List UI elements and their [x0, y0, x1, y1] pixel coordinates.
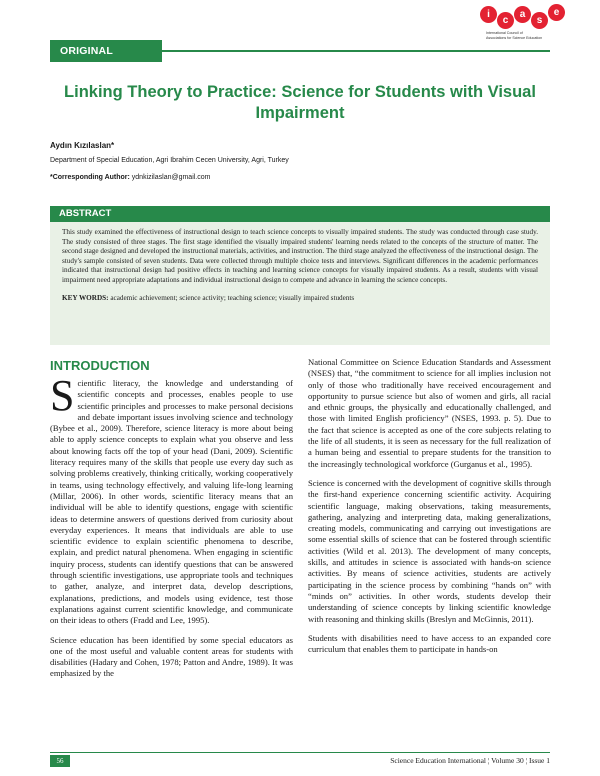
introduction-heading: INTRODUCTION — [50, 358, 150, 373]
paragraph-text: cientific literacy, the knowledge and understanding of scientific concepts and processes, enables people to use scientific principles and processes to make personal decisions and debate important issues involving science and technology (Bybee et al., 2009). Therefore, science literacy is more about being able to apply science concepts to explain what you observe and less about knowing facts off the top of your head (Dani, 2009). Scientific literacy requires many of the skills that people use every day such as solving problems creatively, thinking critically, working cooperatively in teams, using technology effectively, and valuing life-long learning (Millar, 2006). In other words, scientific literacy means that an individual will be able to identify questions, engage with scientific ideas to determine answers of questions derived from curiosity about everyday experiences. It means that individuals are able to use scientific evidence to explain scientific phenomena to describe, explain, and predict natural phenomena. When engaging in scientific inquiry process, students can identify questions that can be answered through scientific investigations, use appropriate tools and techniques to gather, analyze, and interpret data, develop descriptions, explanations, predictions, and models using evidence, test those explanations against current scientific knowledge, and communicate on their ideas to others (Fradd and Lee, 1995). — [50, 378, 293, 626]
left-column — [50, 357, 293, 688]
corresponding-author — [50, 174, 210, 181]
keywords — [50, 286, 550, 304]
article-type-bar — [50, 40, 550, 79]
keywords-label: KEY WORDS: — [62, 293, 109, 302]
body-paragraph: Students with disabilities need to have access to an expanded core curriculum that enables them to participate in hands-on — [308, 632, 551, 655]
body-paragraph: Science is concerned with the development of cognitive skills through the first-hand experience concerning scientific activity. Acquiring scientific language, making observations, taking measurements, gathering, analyzing and interpreting data, making generalizations, creating models, communicating and carrying out investigations are some essential skills of science that can be fostered through scientific activities (Wild et al. 2013). The development of many concepts, skills, and attitudes in science is associated with hands-on science activities. By means of science activities, students are actively participating in the science process by combining “hands on” with “minds on” activities. In other words, students develop their understanding of science concepts by linking scientific knowledge with reasoning and thinking skills (Breslyn and McGinnis, 2011). — [308, 477, 551, 624]
logo-letter: i — [480, 6, 497, 23]
footer-rule — [50, 752, 550, 753]
logo-letter: a — [514, 6, 531, 23]
body-paragraph — [50, 371, 293, 627]
logo-subtitle-line2: Associations for Science Education — [486, 36, 543, 40]
article-type-label: ORIGINAL ARTICLE — [50, 40, 162, 62]
article-title: Linking Theory to Practice: Science for Students with Visual Impairment — [64, 83, 536, 122]
right-column — [308, 357, 551, 663]
drop-cap: S — [50, 371, 75, 420]
body-paragraph: National Committee on Science Education Standards and Assessment (NSES) that, “the commitment to science for all implies inclusion not only of those who traditionally have received encouragement and opportunity to pursue science but also of women and girls, all racial and ethnic groups, the physically and educationally challenged, and those with limited English proficiency” (NSES, 1993. p. 5). Due to the fact that science is accepted as one of the core subjects relating to the life of all students, it is seen as necessary for the full realization of a human being and essential to prepare students for the transition to the increasingly technological workforce (Gurganus et al., 1995). — [308, 357, 551, 469]
abstract-text: This study examined the effectiveness of instructional design to teach science concepts to visually impaired students. The study was conducted through case study. The study consisted of three stages. The first stage identified the visually impaired students' learning needs related to the concepts of the structure of matter. The second stage designed and developed the instructional materials, activities, and instruction. The third stage analyzed the effectiveness of the instructional design. The study's sample consisted of seven students. Data were collected through multiple choice tests and interviews. Significant differences in the academic performances indicated that instructional design had positive effects in teaching and learning science concepts for visually impaired students. As a result, students with visual impairment need appropriate adaptations and individual instructional design to compete and advance in learning the science concepts. — [62, 228, 538, 284]
corresponding-author-label: *Corresponding Author: — [50, 174, 130, 181]
author-affiliation: Department of Special Education, Agri Ibrahim Cecen University, Agri, Turkey — [50, 157, 289, 164]
logo-letter: e — [548, 4, 565, 21]
logo-subtitle-line1: International Council of — [486, 31, 523, 35]
body-paragraph: Science education has been identified by some special educators as one of the most useful and valuable content areas for students with disabilities (Hadary and Cohen, 1978; Patton and Andre, 1989). It was emphasized by the — [50, 634, 293, 679]
logo-letter: s — [531, 12, 548, 29]
article-type-rule — [162, 50, 550, 52]
page-number: 56 — [50, 755, 70, 767]
logo-letter: c — [497, 12, 514, 29]
keywords-list: academic achievement; science activity; teaching science; visually impaired students — [108, 293, 355, 302]
journal-footer: Science Education International ¦ Volume 30 ¦ Issue 1 — [390, 756, 550, 765]
abstract-box — [50, 206, 550, 345]
corresponding-author-email[interactable]: ydnkizilaslan@gmail.com — [129, 174, 211, 181]
author-name: Aydın Kızılaslan* — [50, 141, 115, 150]
logo-letters — [480, 6, 572, 29]
abstract-heading: ABSTRACT — [50, 206, 550, 222]
